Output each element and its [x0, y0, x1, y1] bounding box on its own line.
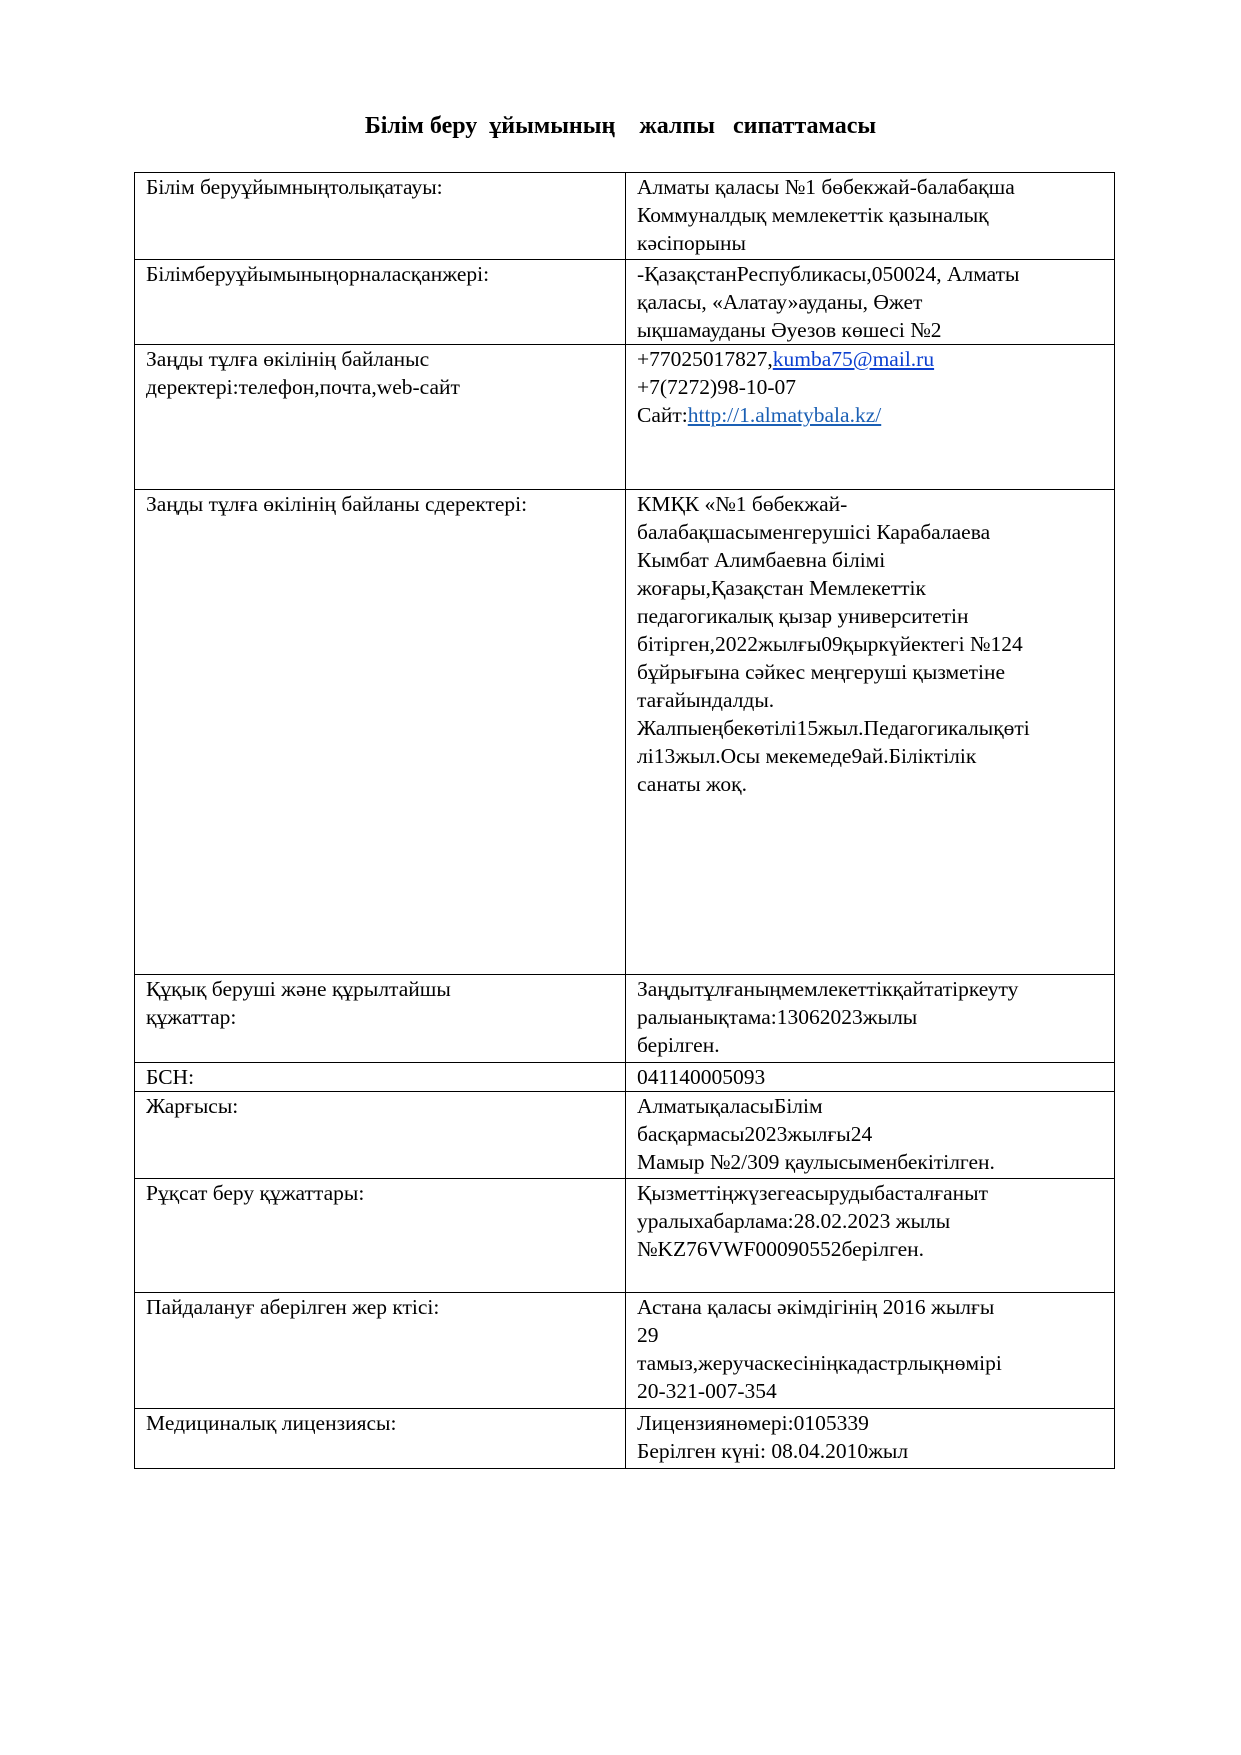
- row-label-cell: [135, 1179, 626, 1293]
- table-row-founding-documents: [135, 975, 1115, 1063]
- table-row-medical-license: [135, 1409, 1115, 1469]
- row-value-cell: [626, 260, 1115, 345]
- row-label: Рұқсат беру құжаттары:: [146, 1181, 365, 1205]
- website-link[interactable]: http://1.almatybala.kz/: [687, 403, 882, 427]
- row-value-line: Алматы қаласы №1 бөбекжай-балабақша: [637, 175, 1015, 199]
- row-value-line: балабақшасыменгерушісі Карабалаева: [637, 520, 991, 544]
- table-row-full-name: [135, 173, 1115, 260]
- row-label: Құқық беруші және құрылтайшы: [146, 977, 451, 1001]
- row-value-line: педагогикалық қызар университетін: [637, 604, 969, 628]
- table-row-charter: [135, 1092, 1115, 1179]
- website-label: Сайт:: [637, 403, 688, 427]
- row-value-cell: [626, 1092, 1115, 1179]
- row-label-cell: [135, 490, 626, 975]
- phone-number: +77025017827,: [637, 347, 773, 371]
- row-value-line: бұйрығына сәйкес меңгеруші қызметіне: [637, 660, 1006, 684]
- row-label-cell: [135, 345, 626, 490]
- row-value-cell: [626, 975, 1115, 1063]
- table-row-location: [135, 260, 1115, 345]
- row-value-line: кәсіпорыны: [637, 231, 746, 255]
- row-value-line: тамыз,жеручаскесініңкадастрлықнөмірі: [637, 1351, 1002, 1375]
- row-value-line: Қызметтіңжүзегеасырудыбасталғаныт: [637, 1181, 989, 1205]
- row-value-line: басқармасы2023жылғы24: [637, 1122, 873, 1146]
- row-value-cell: [626, 173, 1115, 260]
- row-value-line: Жалпыеңбекөтілі15жыл.Педагогикалықөті: [637, 716, 1030, 740]
- row-label: құжаттар:: [146, 1005, 237, 1029]
- row-value-line: ралыанықтама:13062023жылы: [637, 1005, 918, 1029]
- row-value-line: АлматықаласыБілім: [637, 1094, 823, 1118]
- row-value-line: Кымбат Алимбаевна білімі: [637, 548, 886, 572]
- row-value-line: -ҚазақстанРеспубликасы,050024, Алматы: [637, 262, 1020, 286]
- row-value-cell: [626, 1063, 1115, 1092]
- row-label: Заңды тұлға өкілінің байланыс: [146, 347, 430, 371]
- row-value-line: Заңдытұлғаныңмемлекеттікқайтатіркеуту: [637, 977, 1019, 1001]
- row-label-cell: [135, 1293, 626, 1409]
- row-value-line: лі13жыл.Осы мекемеде9ай.Біліктілік: [637, 744, 977, 768]
- table-row-contacts: [135, 345, 1115, 490]
- info-table: [134, 172, 1115, 1469]
- table-row-head-info: [135, 490, 1115, 975]
- row-label-cell: [135, 1063, 626, 1092]
- row-value-line: 29: [637, 1323, 659, 1347]
- row-label-cell: [135, 1092, 626, 1179]
- page-title: Білім беру ұйымының жалпы сипаттамасы: [364, 113, 877, 139]
- row-value-cell: [626, 345, 1115, 490]
- row-value-line: №KZ76VWF00090552берілген.: [637, 1237, 925, 1261]
- row-value-line: бітірген,2022жылғы09қыркүйектегі №124: [637, 632, 1023, 656]
- email-link[interactable]: kumba75@mail.ru: [772, 347, 935, 371]
- row-value-line: уралыхабарлама:28.02.2023 жылы: [637, 1209, 951, 1233]
- contact-phone-email-line: [637, 345, 1104, 373]
- row-value-line: Мамыр №2/309 қаулысыменбекітілген.: [637, 1150, 995, 1174]
- row-value-line: берілген.: [637, 1033, 720, 1057]
- row-value-line: Берілген күні: 08.04.2010жыл: [637, 1439, 909, 1463]
- row-label: Медициналық лицензиясы:: [146, 1411, 397, 1435]
- row-label-cell: [135, 173, 626, 260]
- row-label-cell: [135, 975, 626, 1063]
- row-value-line: қаласы, «Алатау»ауданы, Өжет: [637, 290, 923, 314]
- row-label: Заңды тұлға өкілінің байланы сдеректері:: [146, 492, 528, 516]
- table-row-land-plot: [135, 1293, 1115, 1409]
- table-row-bin: [135, 1063, 1115, 1092]
- website-line: [637, 401, 1104, 429]
- row-label: деректері:телефон,почта,web-сайт: [146, 375, 460, 399]
- row-value-line: Коммуналдық мемлекеттік қазыналық: [637, 203, 989, 227]
- row-label: БСН:: [146, 1065, 195, 1089]
- row-value-line: ықшамауданы Әуезов көшесі №2: [637, 318, 942, 342]
- row-label: Жарғысы:: [146, 1094, 239, 1118]
- table-row-permits: [135, 1179, 1115, 1293]
- row-label: Білім беруұйымныңтолықатауы:: [146, 175, 443, 199]
- row-value-line: КМҚК «№1 бөбекжай-: [637, 492, 848, 516]
- row-value-line: Астана қаласы әкімдігінің 2016 жылғы: [637, 1295, 995, 1319]
- row-value-line: 20-321-007-354: [637, 1379, 777, 1403]
- row-value-cell: [626, 490, 1115, 975]
- row-value-line: Лицензиянөмері:0105339: [637, 1411, 869, 1435]
- phone-number: +7(7272)98-10-07: [637, 375, 797, 399]
- row-value-line: 041140005093: [637, 1065, 766, 1089]
- row-value-cell: [626, 1179, 1115, 1293]
- row-value-line: санаты жоқ.: [637, 772, 747, 796]
- row-label: Білімберуұйымыныңорналасқанжері:: [146, 262, 490, 286]
- row-value-line: тағайындалды.: [637, 688, 775, 712]
- row-label-cell: [135, 260, 626, 345]
- row-value-line: жоғары,Қазақстан Мемлекеттік: [637, 576, 926, 600]
- row-label-cell: [135, 1409, 626, 1469]
- row-value-cell: [626, 1293, 1115, 1409]
- row-value-cell: [626, 1409, 1115, 1469]
- row-label: Пайдалануғ аберілген жер ктісі:: [146, 1295, 440, 1319]
